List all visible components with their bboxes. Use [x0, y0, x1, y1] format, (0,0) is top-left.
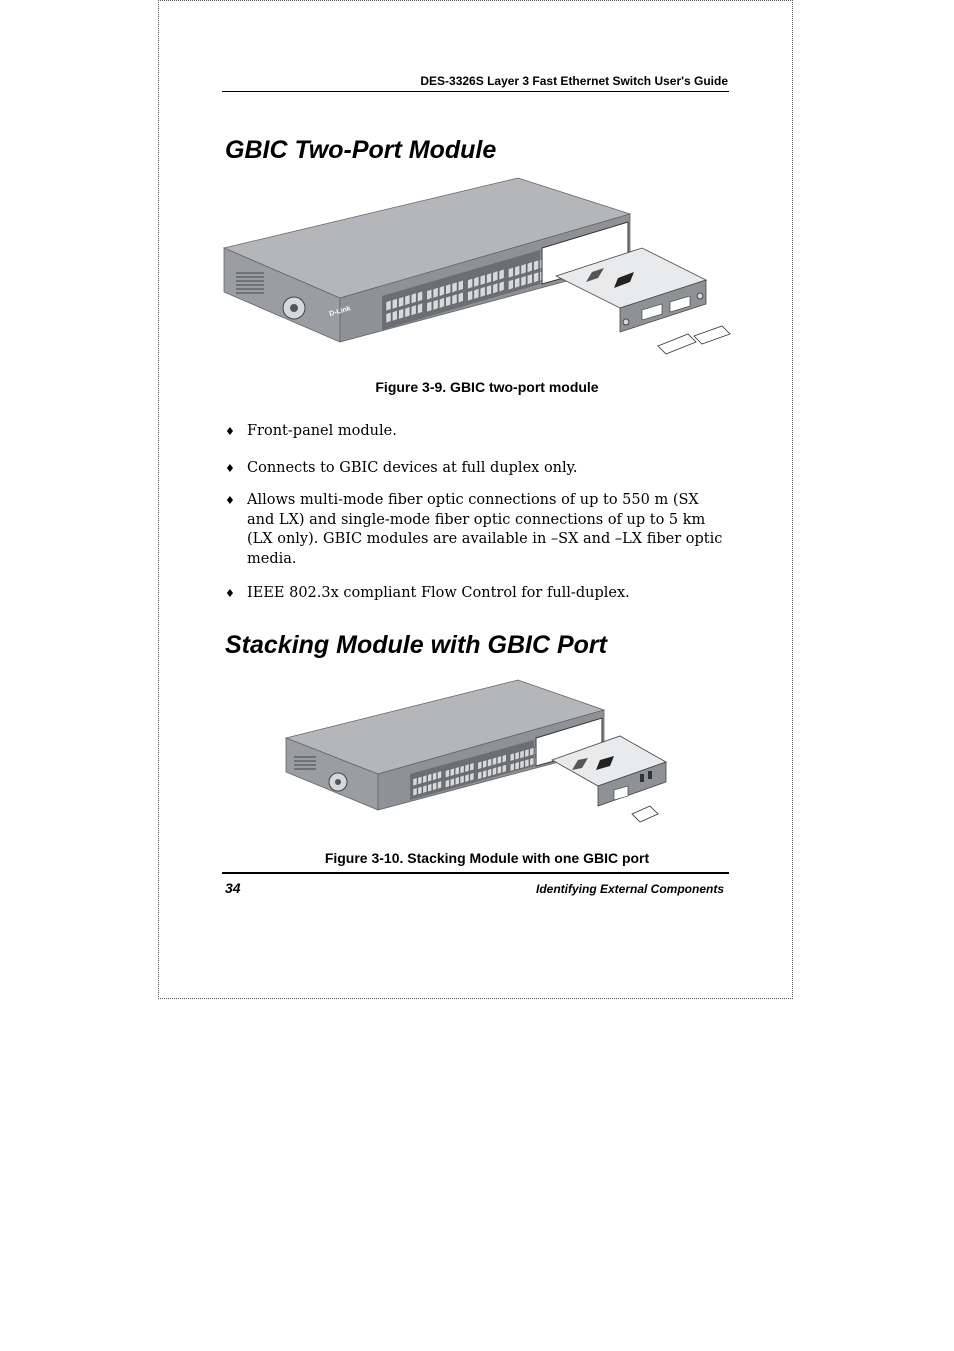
rj45-port-icon	[470, 773, 474, 781]
rj45-port-icon	[445, 779, 449, 787]
rj45-port-icon	[392, 310, 397, 321]
figure-caption-3-10: Figure 3-10. Stacking Module with one GBIC port	[324, 850, 650, 866]
rj45-port-icon	[515, 265, 520, 276]
rj45-port-icon	[480, 275, 485, 286]
rj45-port-icon	[478, 761, 482, 769]
rj45-port-icon	[418, 303, 423, 314]
rj45-port-icon	[450, 768, 454, 776]
rj45-port-icon	[483, 760, 487, 768]
rj45-port-icon	[445, 769, 449, 777]
rj45-port-icon	[502, 754, 506, 762]
rj45-port-icon	[474, 276, 479, 287]
rj45-port-icon	[433, 287, 438, 298]
rj45-port-icon	[534, 272, 539, 283]
rj45-port-icon	[458, 280, 463, 291]
rj45-port-icon	[527, 262, 532, 273]
rj45-port-icon	[525, 759, 529, 767]
rj45-port-icon	[465, 764, 469, 772]
rj45-port-icon	[497, 766, 501, 774]
rj45-port-icon	[487, 285, 492, 296]
rj45-port-icon	[433, 772, 437, 780]
bullet-diamond-icon: ♦	[225, 587, 235, 600]
section-title-gbic-two-port: GBIC Two-Port Module	[225, 136, 497, 164]
bullet-diamond-icon: ♦	[225, 461, 235, 475]
rj45-port-icon	[474, 288, 479, 299]
rj45-port-icon	[446, 284, 451, 295]
rj45-port-icon	[439, 286, 444, 297]
rj45-port-icon	[499, 281, 504, 292]
rj45-port-icon	[527, 274, 532, 285]
rj45-port-icon	[438, 771, 442, 779]
rj45-port-icon	[520, 760, 524, 768]
rj45-port-icon	[427, 289, 432, 300]
rj45-port-icon	[493, 271, 498, 282]
rj45-port-icon	[411, 305, 416, 316]
rj45-port-icon	[460, 765, 464, 773]
feature-list	[225, 422, 730, 604]
header-rule	[222, 91, 729, 92]
rj45-port-icon	[470, 763, 474, 771]
rj45-port-icon	[534, 260, 539, 271]
figure-stacking-module	[284, 678, 668, 830]
list-item: ♦ Front-panel module.	[225, 422, 730, 442]
rj45-port-icon	[411, 293, 416, 304]
running-header: DES-3326S Layer 3 Fast Ethernet Switch User's Guide	[420, 74, 728, 88]
rj45-port-icon	[508, 279, 513, 290]
bullet-diamond-icon: ♦	[225, 425, 235, 438]
rj45-port-icon	[423, 785, 427, 793]
rj45-port-icon	[499, 269, 504, 280]
rj45-port-icon	[450, 778, 454, 786]
rj45-port-icon	[418, 291, 423, 302]
rj45-port-icon	[386, 312, 391, 323]
rj45-port-icon	[399, 297, 404, 308]
rj45-port-icon	[521, 276, 526, 287]
rj45-port-icon	[405, 295, 410, 306]
rj45-port-icon	[525, 749, 529, 757]
rj45-port-icon	[515, 752, 519, 760]
list-item: ♦ IEEE 802.3x compliant Flow Control for full-duplex.	[225, 584, 730, 604]
switch-illustration	[222, 176, 734, 372]
rj45-port-icon	[413, 778, 417, 786]
rj45-port-icon	[488, 758, 492, 766]
rj45-port-icon	[428, 774, 432, 782]
rj45-port-icon	[399, 309, 404, 320]
switch-illustration	[284, 678, 668, 830]
rj45-port-icon	[493, 767, 497, 775]
rj45-port-icon	[515, 762, 519, 770]
rj45-port-icon	[487, 273, 492, 284]
bullet-diamond-icon: ♦	[225, 494, 235, 507]
rj45-port-icon	[508, 267, 513, 278]
footer-section-name: Identifying External Components	[535, 882, 724, 896]
rj45-port-icon	[493, 283, 498, 294]
list-item: ♦ Allows multi-mode fiber optic connections of up to 550 m (SX and LX) and single-mode fiber optic connections of up to 5 km (LX only). GBIC modules are available in –SX and –LX fiber optic media.	[225, 492, 723, 567]
rj45-port-icon	[497, 756, 501, 764]
footer-rule	[222, 872, 729, 874]
rj45-port-icon	[478, 771, 482, 779]
rj45-port-icon	[483, 770, 487, 778]
rj45-port-icon	[418, 786, 422, 794]
rj45-port-icon	[521, 264, 526, 275]
rj45-port-icon	[493, 757, 497, 765]
rj45-port-icon	[480, 287, 485, 298]
rj45-port-icon	[427, 301, 432, 312]
rj45-port-icon	[488, 768, 492, 776]
rj45-port-icon	[455, 777, 459, 785]
rj45-port-icon	[515, 277, 520, 288]
rj45-port-icon	[433, 299, 438, 310]
rj45-port-icon	[446, 296, 451, 307]
rj45-port-icon	[455, 767, 459, 775]
rj45-port-icon	[520, 750, 524, 758]
rj45-port-icon	[386, 300, 391, 311]
rj45-port-icon	[468, 278, 473, 289]
rj45-port-icon	[465, 774, 469, 782]
brand-logo: D-Link	[328, 305, 352, 318]
rj45-port-icon	[418, 776, 422, 784]
rj45-port-icon	[460, 775, 464, 783]
rj45-port-icon	[392, 298, 397, 309]
rj45-port-icon	[510, 753, 514, 761]
rj45-port-icon	[438, 781, 442, 789]
section-title-stacking-module: Stacking Module with GBIC Port	[225, 631, 607, 659]
figure-gbic-two-port-module	[222, 176, 734, 372]
rj45-port-icon	[452, 282, 457, 293]
figure-caption-3-9: Figure 3-9. GBIC two-port module	[375, 379, 599, 395]
rj45-port-icon	[428, 784, 432, 792]
rj45-port-icon	[530, 757, 534, 765]
rj45-port-icon	[510, 763, 514, 771]
rj45-port-icon	[452, 294, 457, 305]
page-number: 34	[225, 880, 241, 896]
rj45-port-icon	[405, 307, 410, 318]
rj45-port-icon	[423, 775, 427, 783]
rj45-port-icon	[468, 290, 473, 301]
list-item: ♦ Connects to GBIC devices at full duplex only.	[225, 459, 730, 479]
rj45-port-icon	[413, 788, 417, 796]
rj45-port-icon	[439, 298, 444, 309]
rj45-port-icon	[433, 782, 437, 790]
rj45-port-icon	[502, 764, 506, 772]
rj45-port-icon	[458, 292, 463, 303]
rj45-port-icon	[530, 747, 534, 755]
